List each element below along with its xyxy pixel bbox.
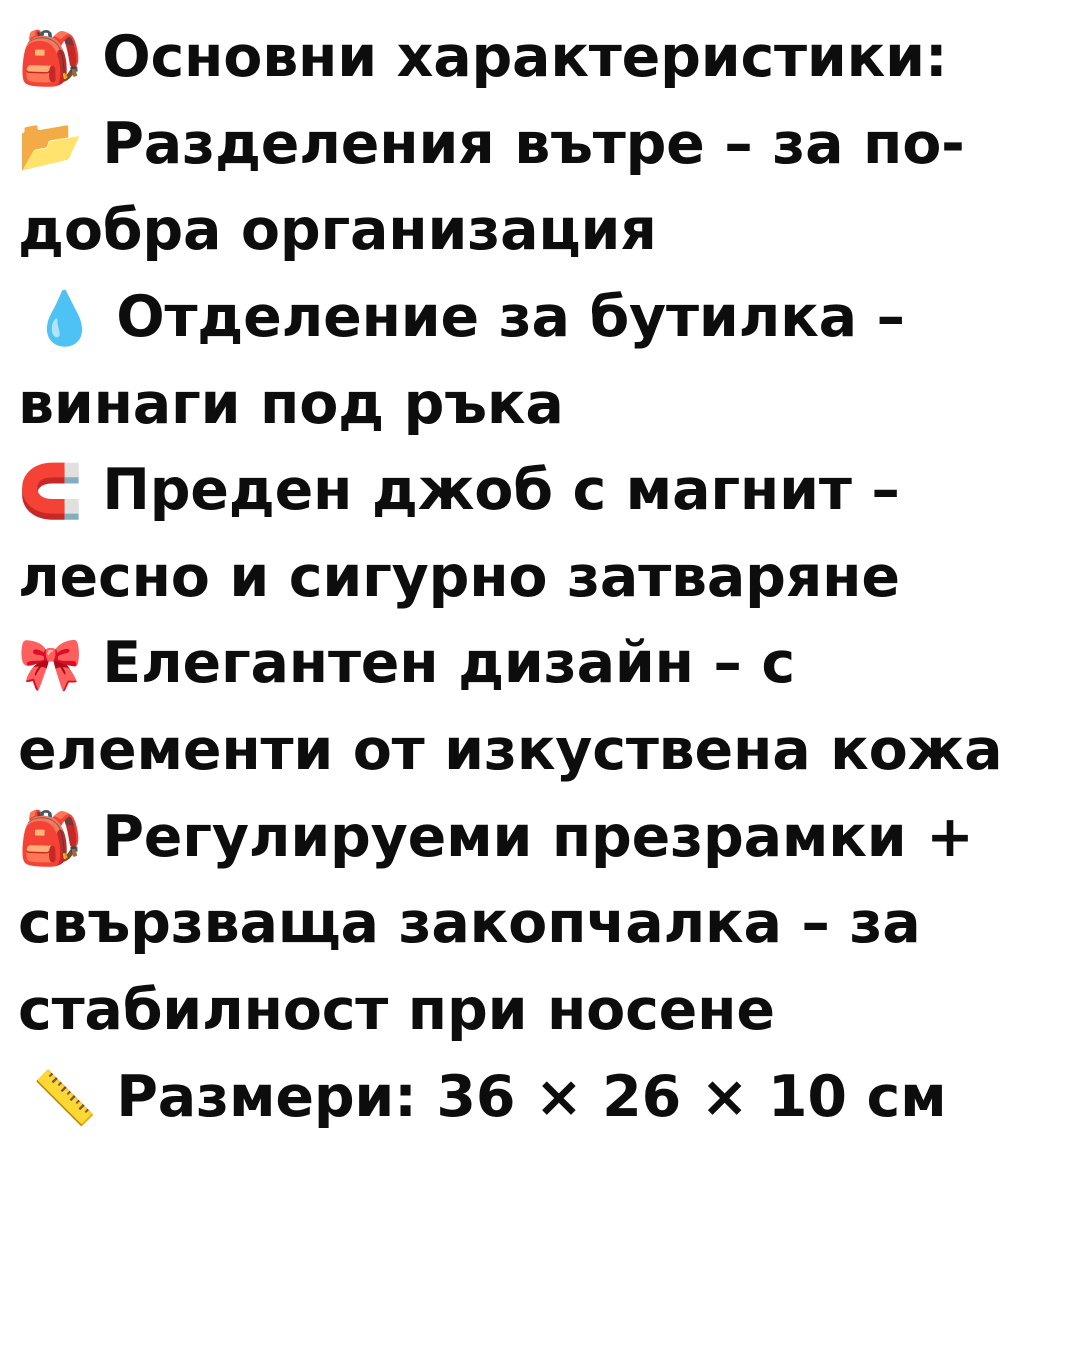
features-heading	[18, 14, 1056, 101]
open-folder-icon: 📂	[18, 115, 83, 176]
list-item-label: Преден джоб с магнит – лесно и сигурно затваряне	[18, 457, 900, 610]
list-item	[18, 101, 1056, 274]
ruler-icon: 📏	[32, 1068, 97, 1129]
list-item-label: Размери: 36 × 26 × 10 см	[116, 1063, 947, 1130]
list-item	[18, 620, 1056, 793]
list-item-label: Разделения вътре – за по-добра организация	[18, 110, 965, 264]
droplet-icon: 💧	[32, 288, 97, 349]
list-item	[18, 274, 1056, 447]
list-item-label: Отделение за бутилка – винаги под ръка	[18, 283, 905, 437]
list-item-label: Регулируеми презрамки + свързваща закопчалка – за стабилност при носене	[18, 803, 974, 1043]
list-item-label: Елегантен дизайн – с елементи от изкуствена кожа	[18, 630, 1003, 783]
ribbon-icon: 🎀	[18, 635, 83, 696]
magnet-icon: 🧲	[18, 462, 83, 523]
list-item	[18, 794, 1056, 1054]
feature-list	[18, 101, 1056, 1141]
backpack-icon: 🎒	[18, 29, 83, 89]
backpack-icon: 🎒	[18, 808, 83, 869]
features-heading-text: Основни характеристики:	[102, 24, 948, 90]
list-item	[18, 447, 1056, 620]
list-item	[18, 1054, 1056, 1141]
